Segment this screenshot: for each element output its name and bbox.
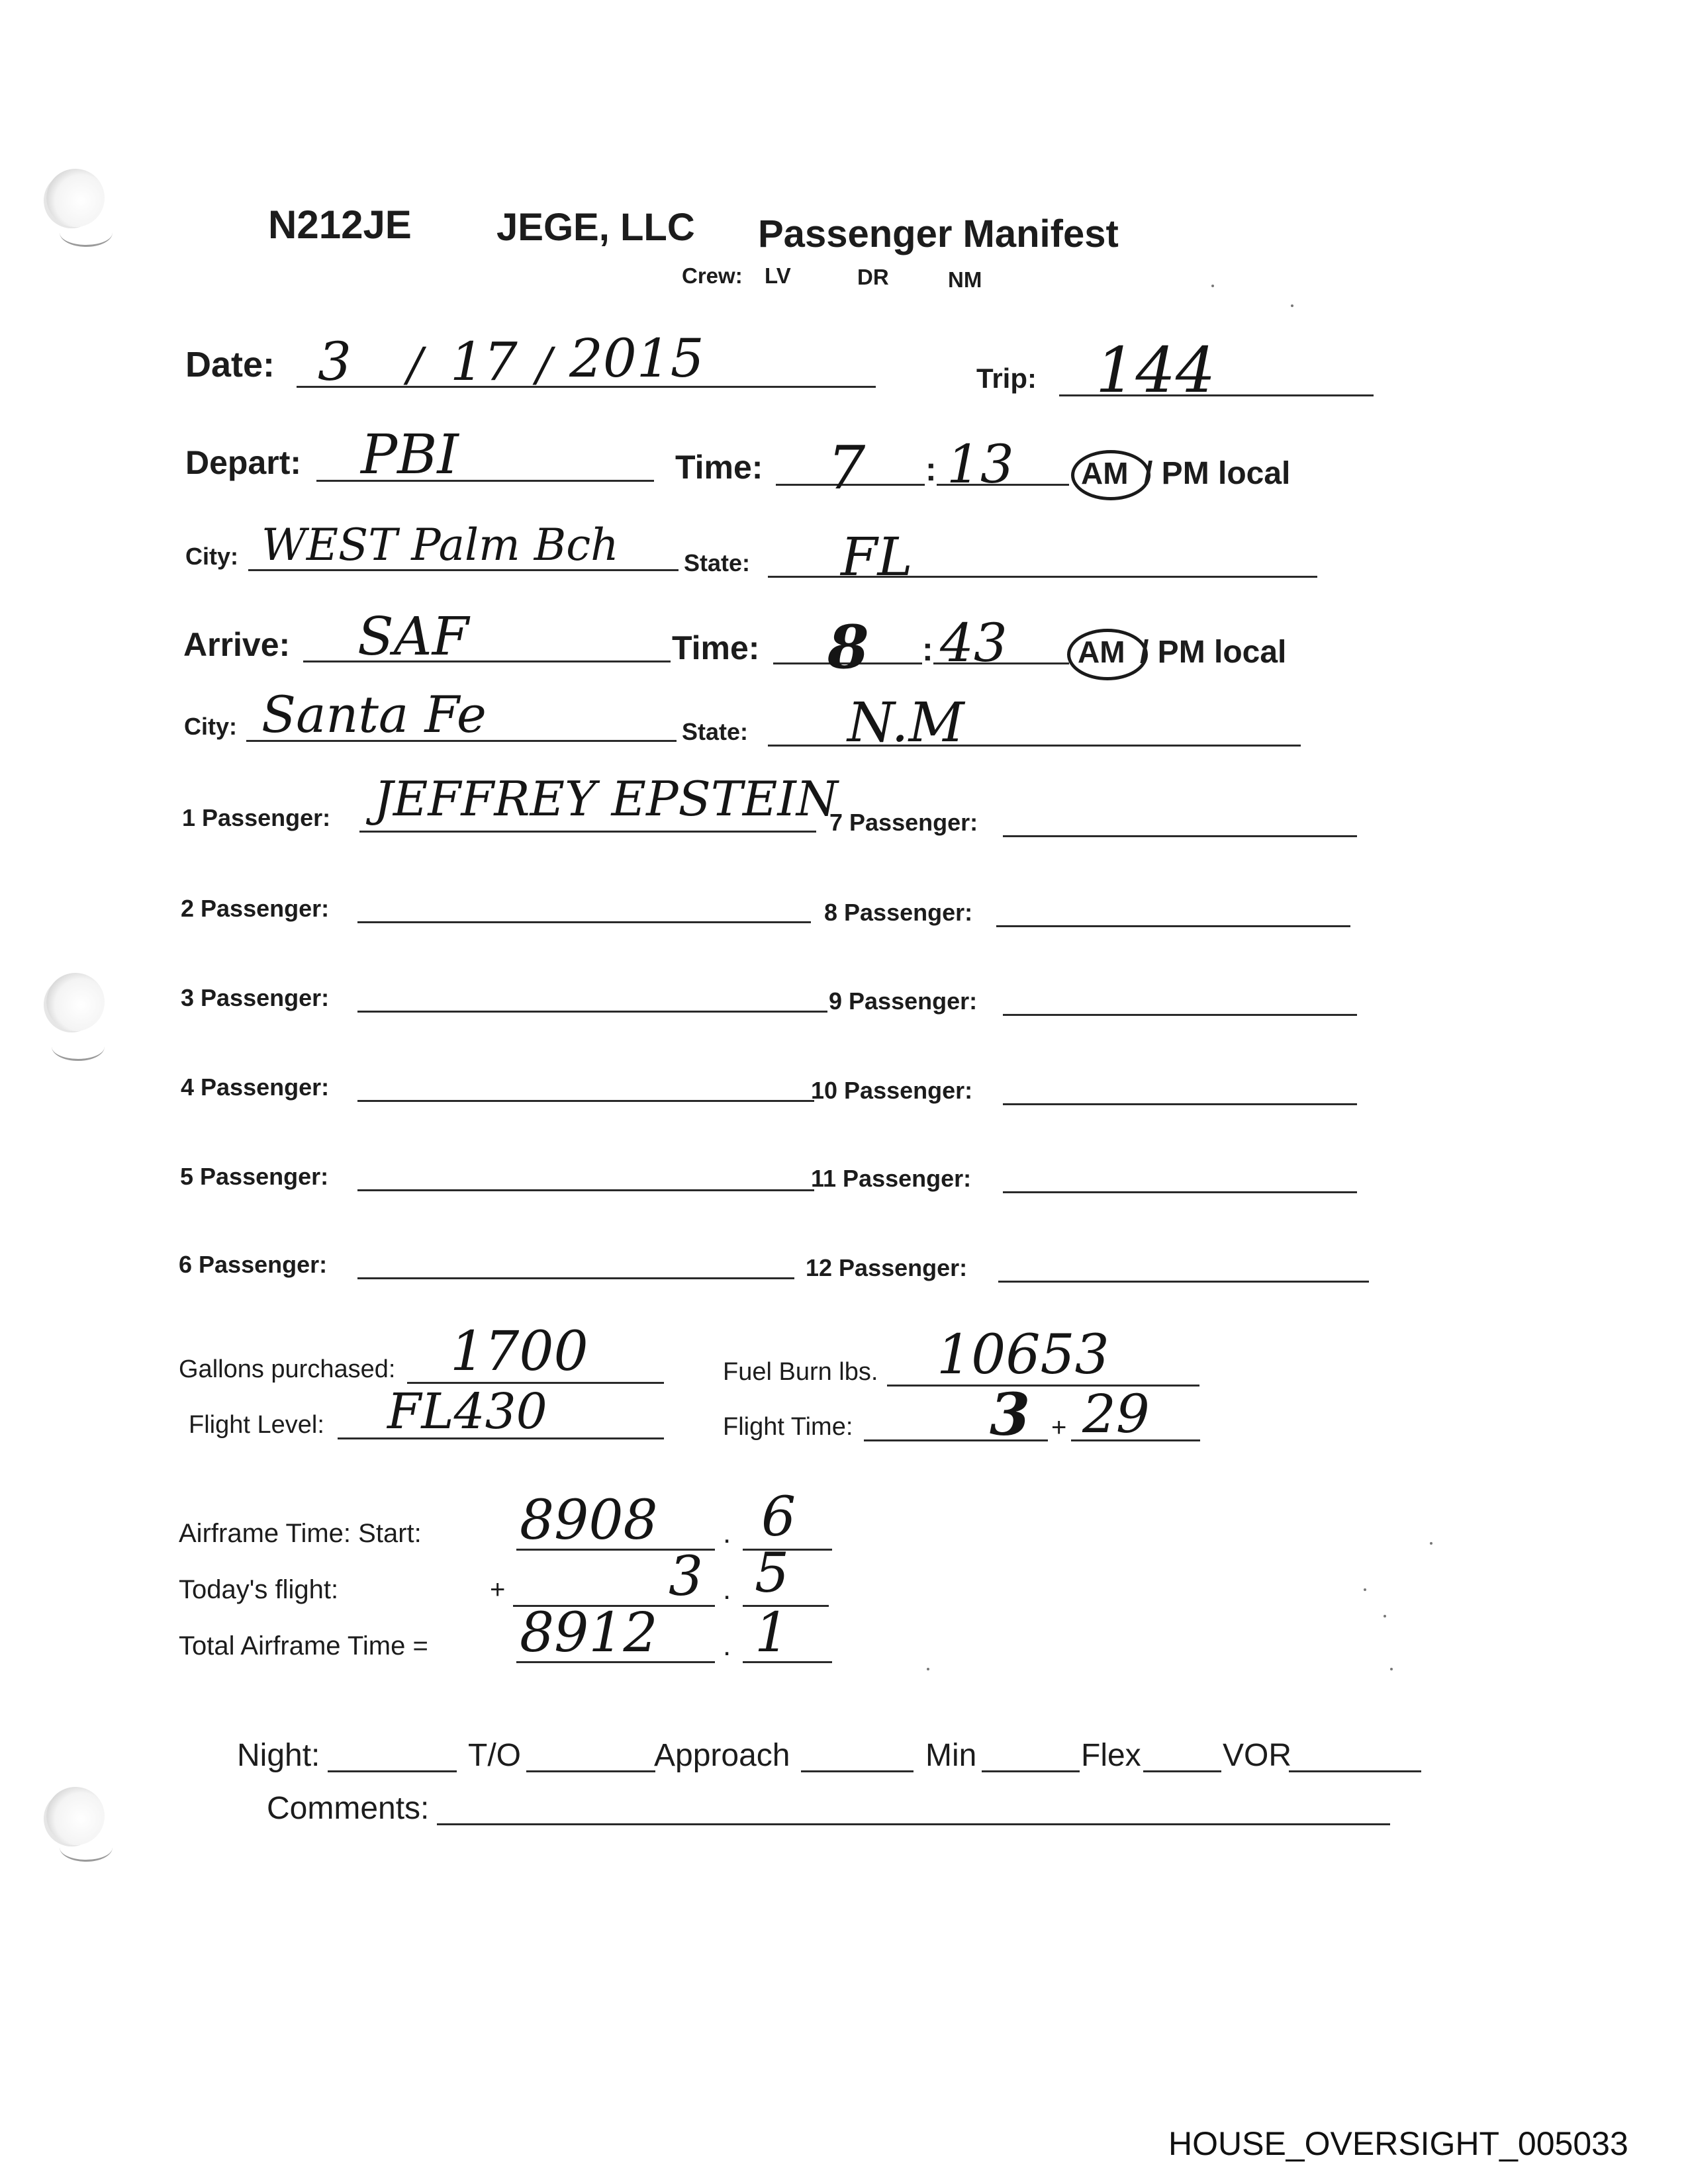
trip-value[interactable]: 144: [1096, 334, 1216, 407]
night-label: Night:: [237, 1738, 320, 1773]
passenger-line-12: [998, 1281, 1369, 1283]
date-month[interactable]: 3: [318, 331, 352, 392]
crew-member: LV: [765, 263, 791, 288]
passenger-label-7: 7 Passenger:: [829, 809, 978, 836]
binder-hole-middle: [46, 973, 105, 1031]
flight-time-plus: +: [1051, 1413, 1067, 1442]
gallons-value[interactable]: 1700: [450, 1320, 588, 1383]
todays-flight-plus: +: [490, 1575, 506, 1604]
airframe-start-whole[interactable]: 8908: [520, 1489, 658, 1552]
passenger-line-8: [996, 925, 1350, 927]
date-day[interactable]: 17: [450, 331, 518, 392]
todays-flight-dot: .: [723, 1573, 731, 1606]
passenger-label-2: 2 Passenger:: [181, 895, 330, 922]
binder-hole-top-shadow: [60, 218, 113, 247]
takeoff-label: T/O: [468, 1738, 521, 1773]
date-separator: /: [407, 338, 423, 392]
night-line: [328, 1770, 457, 1772]
date-separator: /: [536, 338, 552, 392]
arrive-city[interactable]: Santa Fe: [261, 685, 487, 744]
comments-line: [437, 1823, 1390, 1825]
depart-state[interactable]: FL: [841, 526, 913, 588]
min-label: Min: [925, 1738, 977, 1773]
depart-state-label: State:: [684, 549, 751, 576]
passenger-line-3: [357, 1011, 827, 1013]
crew-label: Crew:: [682, 263, 743, 288]
arrive-hour[interactable]: 8: [827, 612, 869, 682]
scan-speck: [1364, 1588, 1366, 1591]
depart-airport[interactable]: PBI: [361, 424, 459, 486]
depart-am[interactable]: AM: [1081, 456, 1129, 490]
depart-city[interactable]: WEST Palm Bch: [261, 520, 619, 570]
flight-time-label: Flight Time:: [723, 1413, 853, 1441]
fuel-burn-value[interactable]: 10653: [937, 1324, 1109, 1387]
total-airframe-dec[interactable]: 1: [755, 1602, 790, 1664]
bates-number: HOUSE_OVERSIGHT_005033: [1168, 2125, 1628, 2162]
trip-label: Trip:: [976, 363, 1037, 394]
arrive-label: Arrive:: [183, 626, 291, 663]
todays-flight-dec[interactable]: 5: [755, 1542, 790, 1605]
scan-speck: [1211, 285, 1214, 287]
passenger-label-5: 5 Passenger:: [180, 1163, 329, 1190]
passenger-label-10: 10 Passenger:: [811, 1077, 973, 1104]
passenger-value-1[interactable]: JEFFREY EPSTEIN: [374, 771, 838, 827]
airframe-start-dec[interactable]: 6: [761, 1486, 796, 1549]
passenger-line-5: [357, 1189, 814, 1191]
flight-time-minutes[interactable]: 29: [1082, 1383, 1150, 1445]
passenger-line-11: [1003, 1191, 1357, 1193]
binder-hole-bottom-shadow: [60, 1833, 113, 1862]
flex-line: [1143, 1770, 1221, 1772]
todays-flight-whole[interactable]: 3: [669, 1545, 704, 1608]
company-name: JEGE, LLC: [496, 206, 695, 249]
total-airframe-whole[interactable]: 8912: [520, 1602, 658, 1664]
approach-line: [801, 1770, 914, 1772]
arrive-airport[interactable]: SAF: [357, 606, 469, 667]
airframe-start-dot: .: [723, 1517, 731, 1549]
passenger-line-9: [1003, 1014, 1357, 1016]
takeoff-line: [526, 1770, 655, 1772]
flight-level-value[interactable]: FL430: [387, 1383, 547, 1440]
tail-number: N212JE: [268, 203, 412, 247]
arrive-pm-local: / PM local: [1140, 635, 1287, 670]
arrive-minute[interactable]: 43: [940, 612, 1008, 674]
binder-hole-middle-shadow: [52, 1032, 105, 1061]
scan-speck: [927, 1668, 929, 1670]
passenger-label-6: 6 Passenger:: [179, 1251, 328, 1278]
comments-label: Comments:: [267, 1791, 430, 1826]
flex-label: Flex: [1081, 1738, 1141, 1773]
passenger-line-1: [359, 831, 816, 833]
arrive-city-label: City:: [184, 713, 237, 740]
depart-minute[interactable]: 13: [947, 433, 1014, 495]
passenger-label-12: 12 Passenger:: [806, 1254, 968, 1281]
scan-speck: [1430, 1542, 1432, 1545]
total-airframe-label: Total Airframe Time =: [179, 1631, 428, 1661]
depart-time-colon: :: [925, 451, 937, 488]
flight-level-label: Flight Level:: [189, 1411, 324, 1439]
passenger-label-8: 8 Passenger:: [824, 899, 973, 926]
passenger-label-3: 3 Passenger:: [181, 984, 330, 1011]
arrive-am[interactable]: AM: [1078, 635, 1125, 669]
passenger-line-2: [357, 921, 811, 923]
depart-time-label: Time:: [675, 449, 763, 486]
passenger-line-7: [1003, 835, 1357, 837]
scan-speck: [1383, 1615, 1386, 1617]
page-title: Passenger Manifest: [758, 212, 1119, 255]
flight-time-hours[interactable]: 3: [990, 1380, 1031, 1449]
total-airframe-dot: .: [723, 1629, 731, 1662]
arrive-state-label: State:: [682, 718, 749, 745]
vor-line: [1289, 1770, 1421, 1772]
arrive-time-label: Time:: [672, 629, 760, 666]
passenger-label-4: 4 Passenger:: [181, 1073, 330, 1101]
crew-member: DR: [857, 265, 889, 289]
scan-speck: [1390, 1668, 1393, 1670]
approach-label: Approach: [654, 1738, 790, 1773]
vor-label: VOR: [1223, 1738, 1292, 1773]
scan-speck: [1291, 304, 1293, 307]
min-line: [982, 1770, 1080, 1772]
gallons-label: Gallons purchased:: [179, 1355, 396, 1383]
passenger-line-10: [1003, 1103, 1357, 1105]
date-label: Date:: [185, 345, 275, 385]
airframe-start-label: Airframe Time: Start:: [179, 1519, 422, 1548]
fuel-burn-label: Fuel Burn lbs.: [723, 1358, 878, 1386]
arrive-time-colon: :: [922, 631, 933, 668]
crew-member: NM: [948, 267, 982, 292]
todays-flight-label: Today's flight:: [179, 1575, 339, 1604]
passenger-line-6: [357, 1277, 794, 1279]
passenger-label-11: 11 Passenger:: [811, 1165, 972, 1192]
date-year[interactable]: 2015: [569, 328, 704, 389]
passenger-line-4: [357, 1100, 814, 1102]
arrive-state[interactable]: N.M: [847, 692, 964, 754]
passenger-label-9: 9 Passenger:: [829, 987, 978, 1015]
depart-pm-local: / PM local: [1144, 456, 1291, 491]
depart-city-label: City:: [185, 543, 238, 570]
depart-label: Depart:: [185, 444, 302, 481]
passenger-label-1: 1 Passenger:: [182, 804, 331, 831]
depart-hour[interactable]: 7: [827, 433, 866, 503]
